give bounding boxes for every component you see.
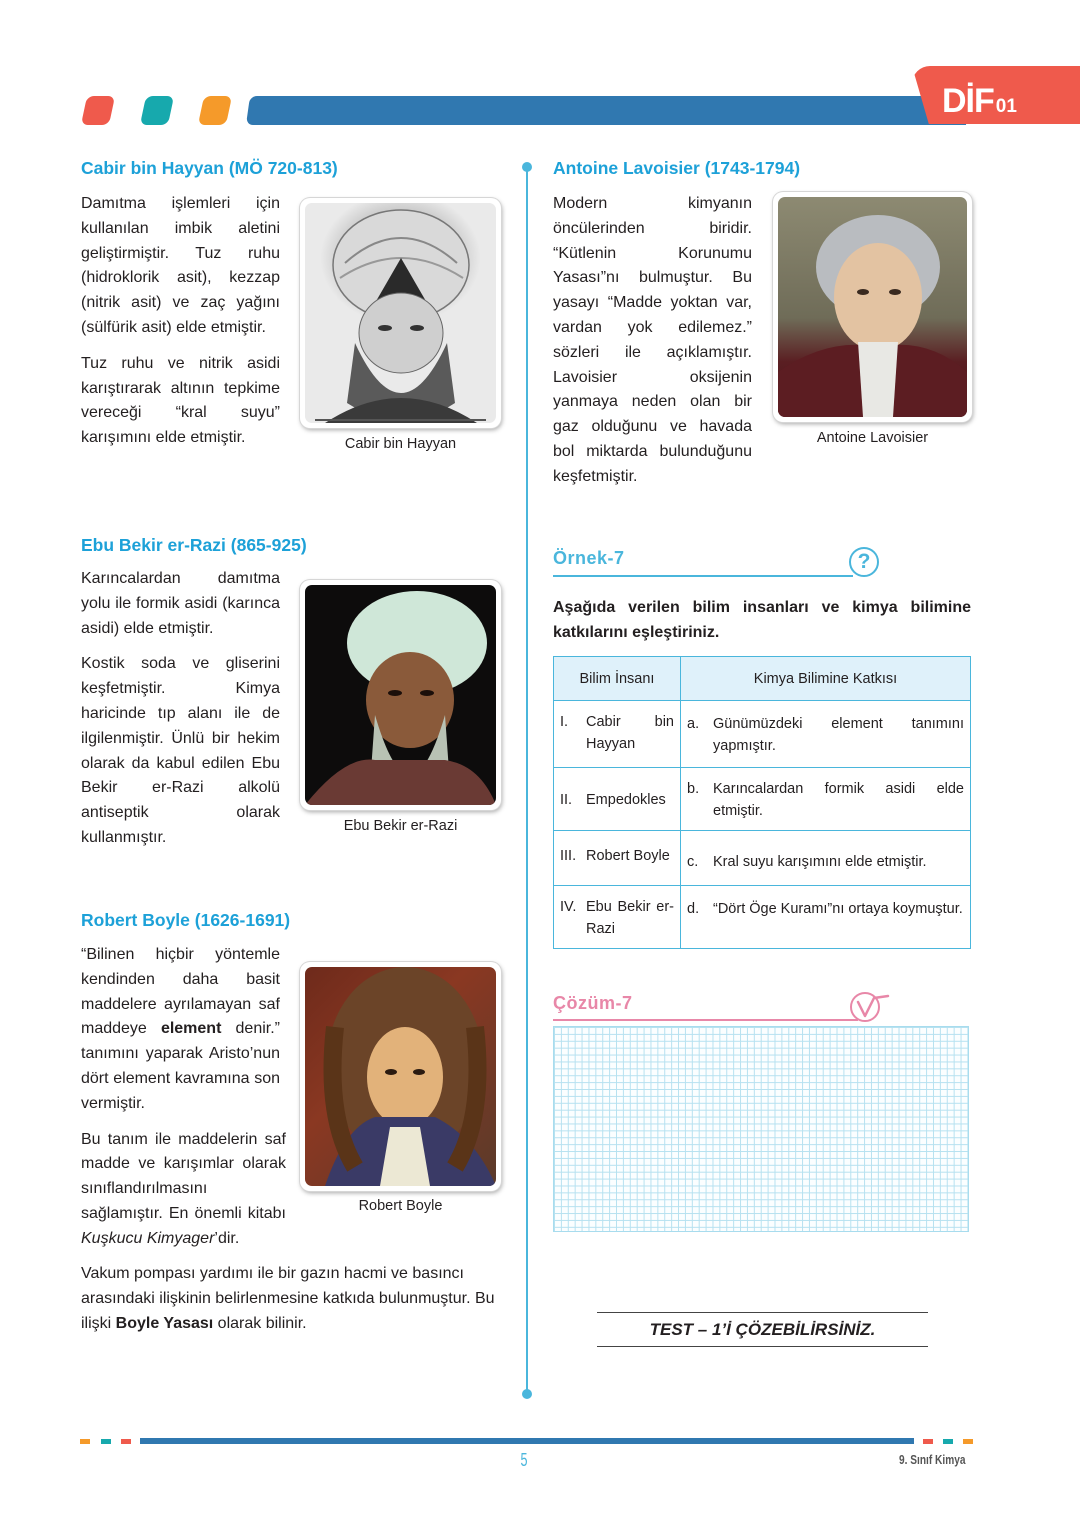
example-underline <box>553 575 853 577</box>
table-row <box>554 886 971 949</box>
solution-title: Çözüm-7 <box>553 993 633 1013</box>
caption-razi: Ebu Bekir er-Razi <box>343 818 458 834</box>
roman-numeral: III. <box>560 848 577 864</box>
portrait-ebu-bekir-er-razi <box>305 585 496 805</box>
matching-table <box>553 656 971 949</box>
paragraph: Modern kimyanın öncülerinden biridir. “Kütlenin Korunumu Yasası”nı bulmuştur. Bu yasayı “Madde yoktan var, vardan yok edilemez.” sözleri ile açıklamıştır. Lavoisier oksijenin yanmaya neden olan bir gaz olduğunu ve havada bol miktarda bulunduğunu keşfetmiştir. <box>553 195 752 485</box>
roman-numeral: I. <box>560 714 569 730</box>
question-circle-icon: ? <box>849 547 879 577</box>
dif-number: 01 <box>995 96 1017 117</box>
footer-dot-teal <box>943 1439 953 1444</box>
caption-boyle: Robert Boyle <box>358 1198 443 1214</box>
photo-frame-razi <box>300 580 501 810</box>
text: olarak bilinir. <box>213 1314 307 1332</box>
option-letter: b. <box>687 781 700 797</box>
paragraph: Damıtma işlemleri için kullanılan imbik aletini geliştirmiştir. Tuz ruhu (hidroklorik asit), kezzap (nitrik asit) ve zaç yağını (sülfürik asit) elde etmiştir. <box>81 195 280 336</box>
checkmark-circle-icon <box>850 992 880 1022</box>
footer-dot-red <box>923 1439 933 1444</box>
contribution-text: Günümüzdeki element tanımını yapmıştır. <box>713 716 964 754</box>
contribution-text: Kral suyu karışımını elde etmiştir. <box>713 854 927 870</box>
body-boyle-law <box>81 1262 501 1347</box>
paragraph <box>81 1128 286 1252</box>
dif-badge-text <box>942 82 1017 121</box>
scientist-name: Cabir bin Hayyan <box>586 714 674 752</box>
table-row <box>554 768 971 831</box>
footer-label: 9. Sınıf Kimya <box>899 1452 966 1467</box>
dif-label: DİF <box>942 82 994 120</box>
option-letter: c. <box>687 854 699 870</box>
body-lavoisier <box>553 192 752 501</box>
paragraph: Kostik soda ve gliserini keşfetmiştir. Kimya haricinde tıp alanı ile de ilgilenmiştir. Ünlü bir hekim olarak da kabul edilen Ebu Bekir er-Razi alkolü antiseptik olarak kullanmıştır. <box>81 655 280 846</box>
body-razi <box>81 567 280 862</box>
text: Bu tanım ile maddelerin saf madde ve karışımlar olarak sınıflandırılmasını sağlamıştır. En önemli kitabı <box>81 1130 286 1222</box>
footer-bar <box>140 1438 914 1444</box>
header-bar <box>246 96 970 125</box>
option-letter: a. <box>687 716 700 732</box>
photo-frame-boyle <box>300 962 501 1191</box>
example-question: Aşağıda verilen bilim insanları ve kimya bilimine katkılarını eşleştiriniz. <box>553 599 971 641</box>
table-row <box>554 831 971 886</box>
section-title-cabir: Cabir bin Hayyan (MÖ 720-813) <box>81 158 338 178</box>
table-header-row <box>554 657 971 701</box>
text: “Bilinen hiçbir yöntemle kendinden daha basit maddelere ayrılamayan saf maddeye <box>81 946 280 1038</box>
header-pill-teal <box>140 96 174 125</box>
solution-underline <box>553 1019 858 1021</box>
bold-term-element: element <box>160 1020 222 1038</box>
text: Vakum pompası yardımı ile bir gazın hacmi ve basıncı arasındaki ilişkinin belirlenmesine katkıda bulunmuştur. Bu ilişki <box>81 1265 495 1332</box>
contribution-text: Karıncalardan formik asidi elde etmiştir. <box>713 781 964 819</box>
paragraph: Tuz ruhu ve nitrik asidi karıştırarak altının tepkime vereceği “kral suyu” karışımını elde etmiştir. <box>81 354 280 447</box>
paragraph <box>81 1262 501 1336</box>
bold-term-boyle-law: Boyle Yasası <box>115 1314 214 1332</box>
footer-dot-orange <box>963 1439 973 1444</box>
divider-dot-bottom <box>522 1389 532 1399</box>
footer-dot-red <box>121 1439 131 1444</box>
divider-dot-top <box>522 162 532 172</box>
section-title-lavoisier: Antoine Lavoisier (1743-1794) <box>553 158 801 178</box>
table-row <box>554 701 971 768</box>
header-scientist: Bilim İnsanı <box>554 657 681 701</box>
option-letter: d. <box>687 901 700 917</box>
body-cabir <box>81 192 280 462</box>
portrait-robert-boyle <box>305 967 496 1186</box>
column-divider <box>526 166 528 1394</box>
footer-dot-orange <box>80 1439 90 1444</box>
header-contribution: Kimya Bilimine Katkısı <box>681 657 971 701</box>
footer-dot-teal <box>101 1439 111 1444</box>
roman-numeral: IV. <box>560 899 577 915</box>
section-title-razi: Ebu Bekir er-Razi (865-925) <box>81 535 307 555</box>
photo-frame-cabir <box>300 198 501 428</box>
text: ’dir. <box>214 1229 240 1247</box>
caption-lavoisier: Antoine Lavoisier <box>816 430 929 446</box>
section-title-boyle: Robert Boyle (1626-1691) <box>81 910 291 930</box>
paragraph: Karıncalardan damıtma yolu ile formik asidi (karınca asidi) elde etmiştir. <box>81 570 280 637</box>
portrait-cabir-bin-hayyan <box>305 203 496 423</box>
roman-numeral: II. <box>560 792 573 808</box>
example-title: Örnek-7 <box>553 548 625 568</box>
photo-frame-lavoisier <box>773 192 972 422</box>
caption-cabir: Cabir bin Hayyan <box>344 436 457 452</box>
solution-grid-area[interactable] <box>553 1026 969 1232</box>
text: denir.” tanımını yaparak Aristo’nun dört element kavramına son vermiştir. <box>81 1020 280 1112</box>
header-pill-red <box>81 96 115 125</box>
scientist-name: Ebu Bekir er-Razi <box>586 899 674 937</box>
test-note: TEST – 1’İ ÇÖZEBİLİRSİNİZ. <box>597 1312 928 1347</box>
header-pill-orange <box>198 96 232 125</box>
page-number: 5 <box>520 1450 528 1470</box>
paragraph <box>81 943 280 1117</box>
contribution-text: “Dört Öge Kuramı”nı ortaya koymuştur. <box>713 901 963 917</box>
portrait-antoine-lavoisier <box>778 197 967 417</box>
scientist-name: Robert Boyle <box>586 848 670 864</box>
body-boyle <box>81 943 286 1263</box>
scientist-name: Empedokles <box>586 792 666 808</box>
book-title: Kuşkucu Kimyager <box>81 1229 215 1247</box>
